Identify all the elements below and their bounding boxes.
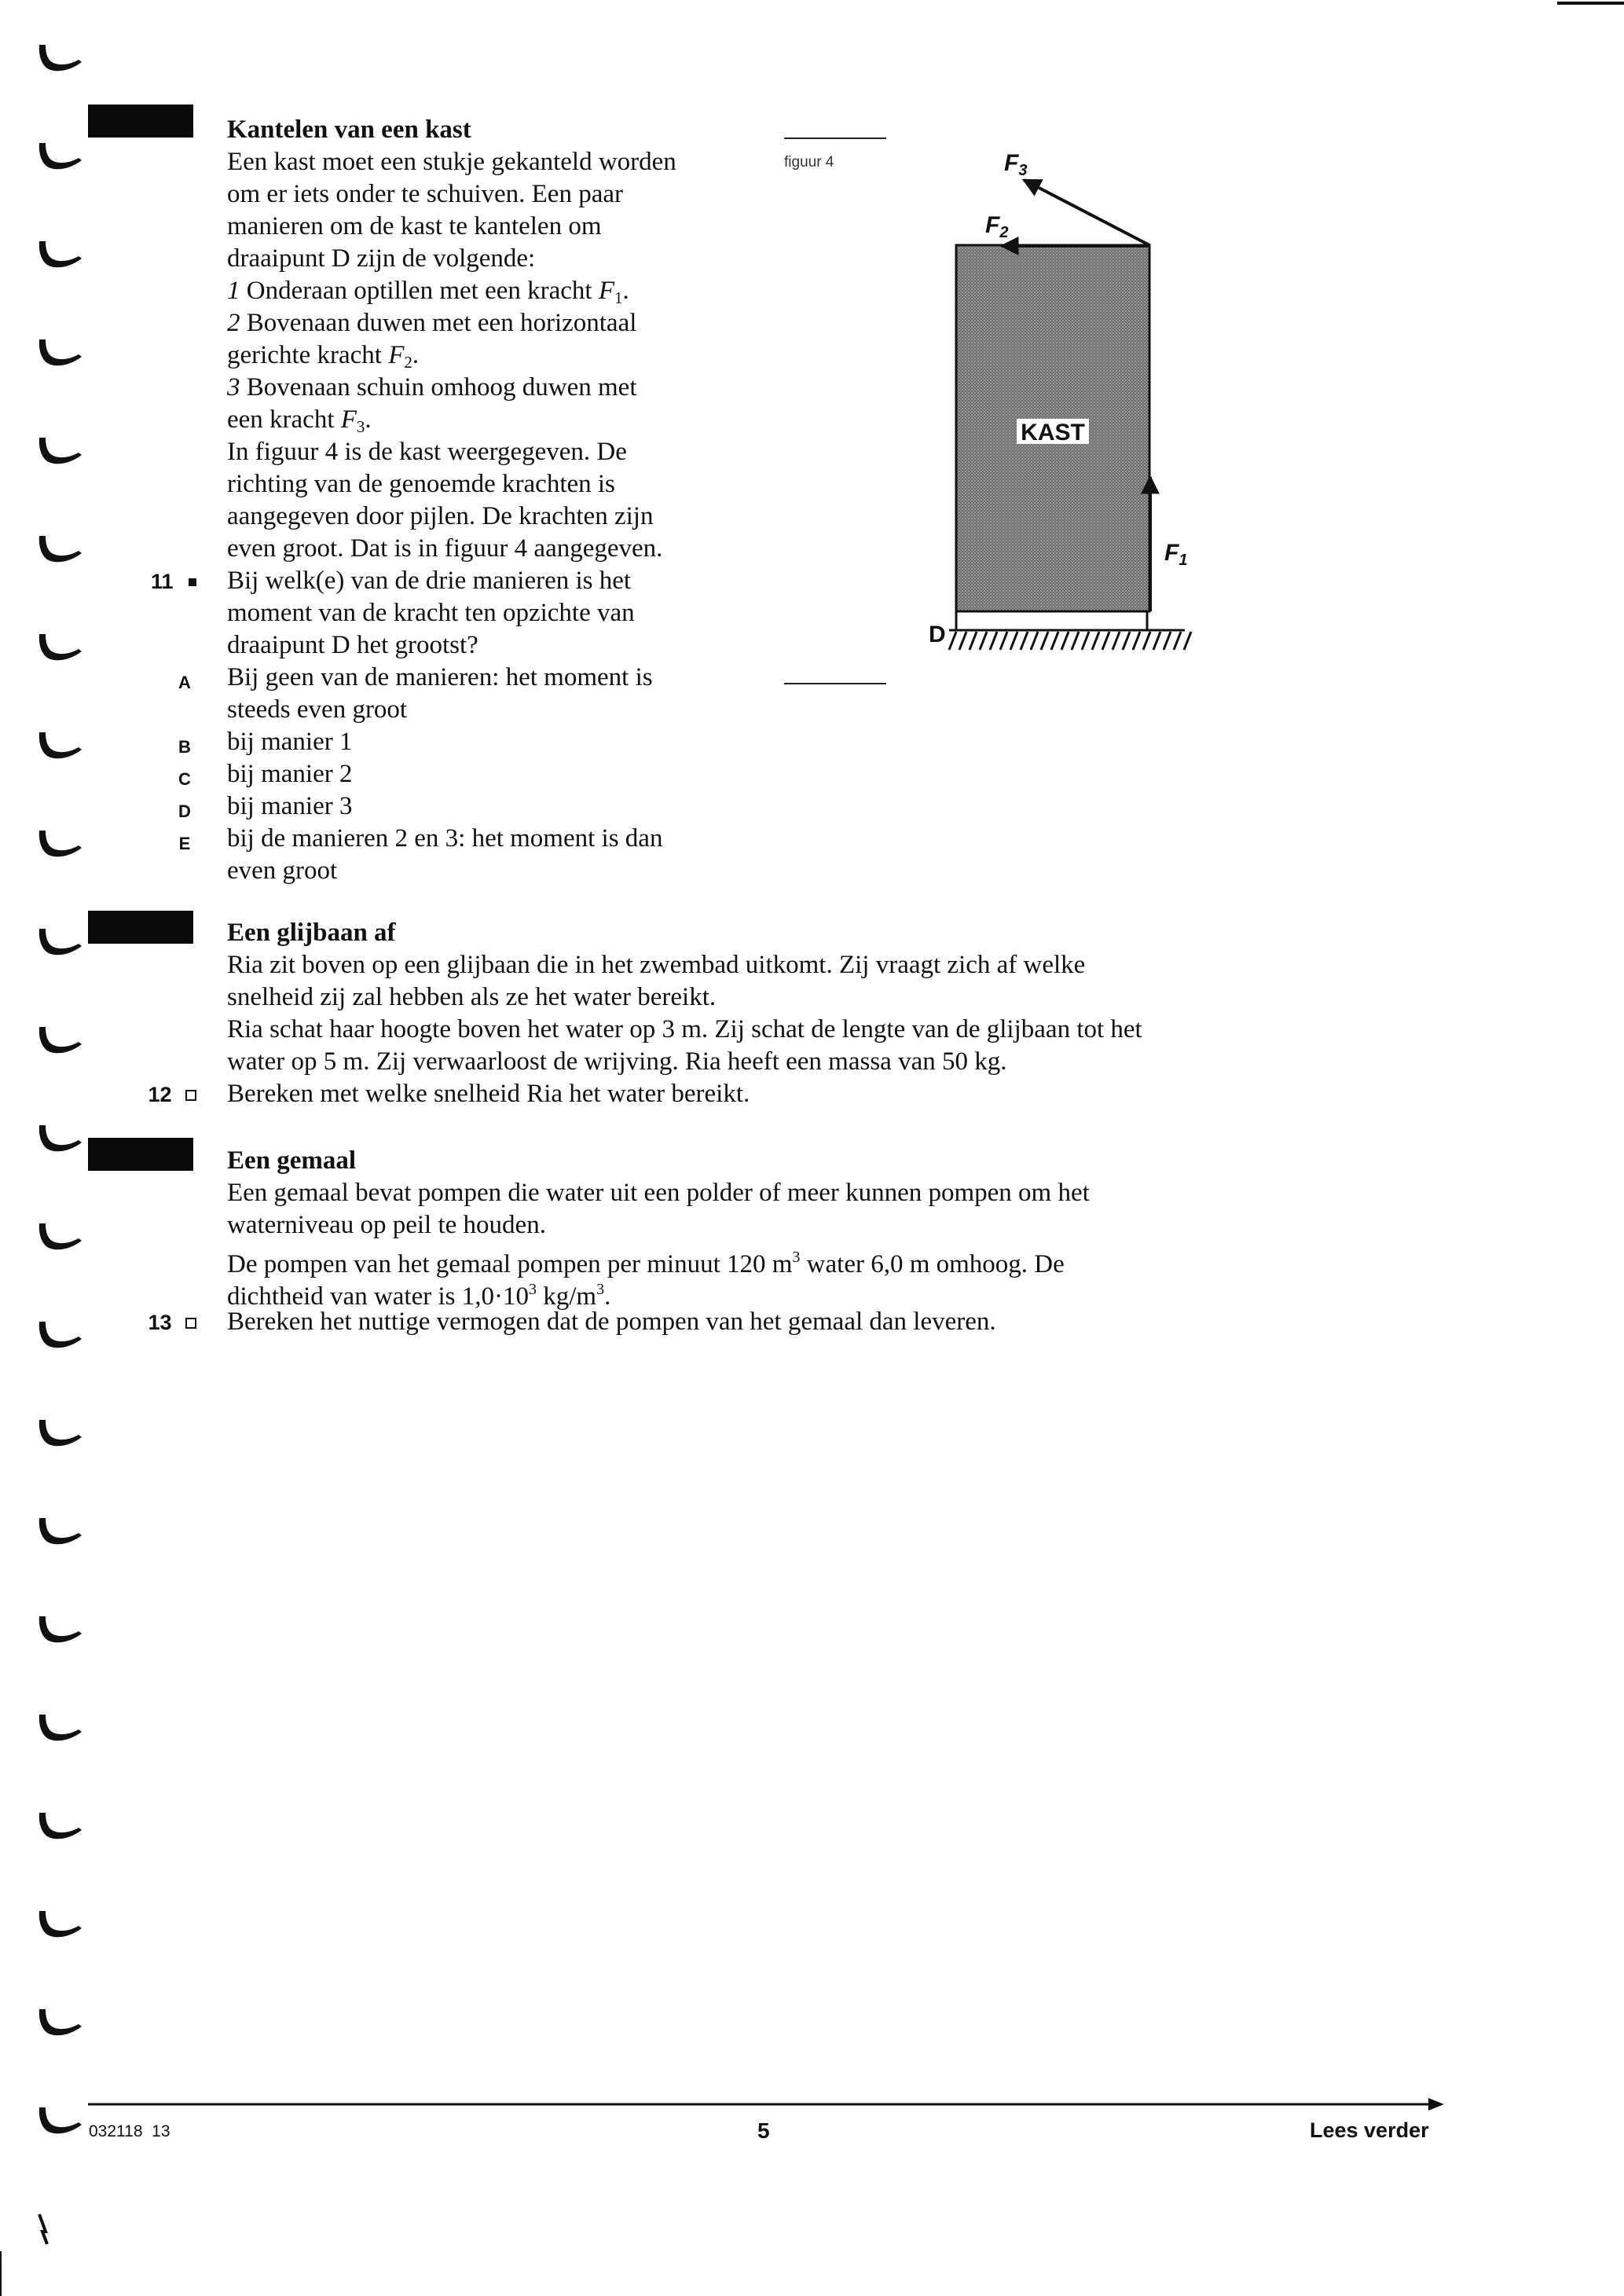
binder-hook-icon: [39, 831, 82, 856]
text-line: manieren om de kast te kantelen om: [227, 212, 602, 240]
force-subscript: 2: [404, 353, 412, 372]
option-letter-a: A: [178, 673, 191, 692]
force-label-f2: $F_2$: [985, 212, 1009, 241]
text-part: dichtheid van water is 1,0·10: [227, 1282, 529, 1311]
binder-hook-icon: [39, 1616, 82, 1642]
question-number-13: [118, 1307, 196, 1339]
question-number-text: 13: [148, 1311, 172, 1334]
superscript: 3: [792, 1249, 801, 1266]
section-title-kast: Kantelen van een kast: [227, 116, 471, 144]
pivot-label: D: [929, 622, 946, 647]
method-item-3: [227, 372, 637, 404]
footer-arrow-rule: [88, 2095, 1447, 2114]
section-title-glijbaan: Een glijbaan af: [227, 919, 396, 947]
figure-rule-top: [784, 138, 886, 139]
option-letter-c: C: [178, 769, 191, 789]
filled-square-icon: [189, 578, 196, 586]
option-a-text[interactable]: Bij geen van de manieren: het moment is: [227, 663, 653, 691]
method-item-3-cont: een kracht $F_3$.: [227, 405, 372, 436]
question-number-text: 12: [148, 1083, 172, 1106]
item-number: 2: [227, 309, 240, 337]
item-text: een kracht: [227, 405, 335, 434]
force-arrow-f3: [1024, 180, 1149, 245]
item-text: gerichte kracht: [227, 341, 382, 369]
page-number: 5: [757, 2118, 770, 2143]
text-line: Ria zit boven op een glijbaan die in het zwembad uitkomt. Zij vraagt zich af welke: [227, 951, 1086, 979]
superscript: 3: [528, 1281, 537, 1298]
binder-hook-icon: [39, 143, 82, 169]
question-line: moment van de kracht ten opzichte van: [227, 599, 635, 627]
text-line: richting van de genoemde krachten is: [227, 470, 615, 498]
text-line: waterniveau op peil te houden.: [227, 1211, 546, 1239]
binder-marks: [0, 0, 102, 2296]
question-line: Bereken met welke snelheid Ria het water bereikt.: [227, 1080, 750, 1108]
item-text: Bovenaan duwen met een horizontaal: [246, 309, 637, 337]
binder-hook-icon: [39, 2009, 82, 2035]
force-symbol: F: [598, 277, 614, 305]
figure-caption: figuur 4: [784, 154, 834, 171]
binder-hook-icon: [39, 1027, 82, 1053]
open-square-icon: [185, 1090, 196, 1101]
continue-label: Lees verder: [1310, 2118, 1429, 2142]
force-subscript: 3: [356, 417, 365, 436]
method-item-1: 1 Onderaan optillen met een kracht $F_1$.: [227, 277, 629, 307]
item-number: 3: [227, 373, 240, 402]
binder-hook-icon: [39, 1911, 82, 1937]
figure-4-kast: [911, 138, 1210, 688]
option-letter-d: D: [178, 801, 191, 821]
section-title-gemaal: Een gemaal: [227, 1146, 357, 1175]
floor-hatching: [949, 632, 1191, 650]
binder-hook-icon: [39, 732, 82, 758]
force-symbol: F: [340, 405, 357, 434]
option-b-text[interactable]: bij manier 1: [227, 728, 353, 756]
binder-hook-icon: [39, 1420, 82, 1446]
text-part: kg/m: [536, 1282, 597, 1311]
item-number: 1: [227, 277, 240, 305]
option-c-text[interactable]: bij manier 2: [227, 760, 353, 788]
option-letter-b: B: [178, 737, 191, 757]
text-line: Een gemaal bevat pompen die water uit een polder of meer kunnen pompen om het: [227, 1179, 1090, 1207]
option-letter-e: E: [178, 834, 191, 853]
text-line: snelheid zij zal hebben als ze het water bereikt.: [227, 983, 717, 1011]
text-line: aangegeven door pijlen. De krachten zijn: [227, 502, 654, 530]
option-a-text-cont[interactable]: steeds even groot: [227, 695, 408, 724]
binder-hook-icon: [39, 1223, 82, 1249]
option-e-text[interactable]: bij de manieren 2 en 3: het moment is dan: [227, 824, 663, 853]
binder-hook-icon: [39, 1715, 82, 1740]
text-part: De pompen van het gemaal pompen per minuut 120 m: [227, 1250, 793, 1278]
text-line: In figuur 4 is de kast weergegeven. De: [227, 438, 627, 466]
section-marker-bar: [88, 105, 193, 138]
question-line: draaipunt D het grootst?: [227, 631, 478, 659]
margin-tick: [39, 2214, 47, 2244]
top-right-mark: [1557, 2, 1624, 5]
binder-hook-icon: [39, 2107, 82, 2133]
question-number-12: [118, 1079, 196, 1111]
text-part: water 6,0 m omhoog. De: [800, 1250, 1065, 1278]
option-d-text[interactable]: bij manier 3: [227, 792, 353, 820]
binder-hook-icon: [39, 1813, 82, 1839]
force-label-f1: $F_1$: [1164, 540, 1188, 569]
question-number-11: [118, 566, 196, 598]
text-line: even groot. Dat is in figuur 4 aangegeven.: [227, 534, 663, 563]
binder-hook-icon: [39, 339, 82, 365]
binder-hook-icon: [39, 536, 82, 562]
text-line: water op 5 m. Zij verwaarloost de wrijving. Ria heeft een massa van 50 kg.: [227, 1047, 1007, 1076]
question-number-text: 11: [150, 570, 174, 593]
text-line: om er iets onder te schuiven. Een paar: [227, 180, 623, 208]
binder-hook-icon: [39, 929, 82, 955]
force-subscript: 1: [614, 288, 623, 307]
open-square-icon: [185, 1318, 196, 1329]
option-e-text-cont[interactable]: even groot: [227, 856, 338, 885]
item-text: Onderaan optillen met een kracht: [246, 277, 592, 305]
binder-hook-icon: [39, 241, 82, 267]
superscript: 3: [596, 1281, 605, 1298]
text-line: Een kast moet een stukje gekanteld worden: [227, 148, 676, 176]
method-item-2: [227, 307, 636, 339]
item-text: Bovenaan schuin omhoog duwen met: [246, 373, 637, 402]
text-line: draaipunt D zijn de volgende:: [227, 244, 536, 273]
binder-hook-icon: [39, 1518, 82, 1544]
footer-code: 032118 13: [89, 2122, 170, 2140]
force-label-f3: $F_3$: [1004, 150, 1028, 179]
binder-hook-icon: [39, 1322, 82, 1348]
binder-hook-icon: [39, 1125, 82, 1151]
text-part: .: [604, 1282, 611, 1311]
section-marker-bar: [88, 1138, 193, 1171]
figure-rule-bottom: [784, 683, 886, 684]
binder-hook-icon: [39, 45, 82, 71]
section-marker-bar: [88, 911, 193, 944]
question-line: Bereken het nuttige vermogen dat de pompen van het gemaal dan leveren.: [227, 1308, 996, 1336]
method-item-2-cont: gerichte kracht $F_2$.: [227, 341, 420, 372]
text-line: Ria schat haar hoogte boven het water op 3 m. Zij schat de lengte van de glijbaan tot het: [227, 1015, 1142, 1043]
kast-label: KAST: [1021, 420, 1085, 446]
binder-hook-icon: [39, 438, 82, 464]
question-line: Bij welk(e) van de drie manieren is het: [227, 567, 632, 595]
force-symbol: F: [388, 341, 405, 369]
binder-hook-icon: [39, 634, 82, 660]
